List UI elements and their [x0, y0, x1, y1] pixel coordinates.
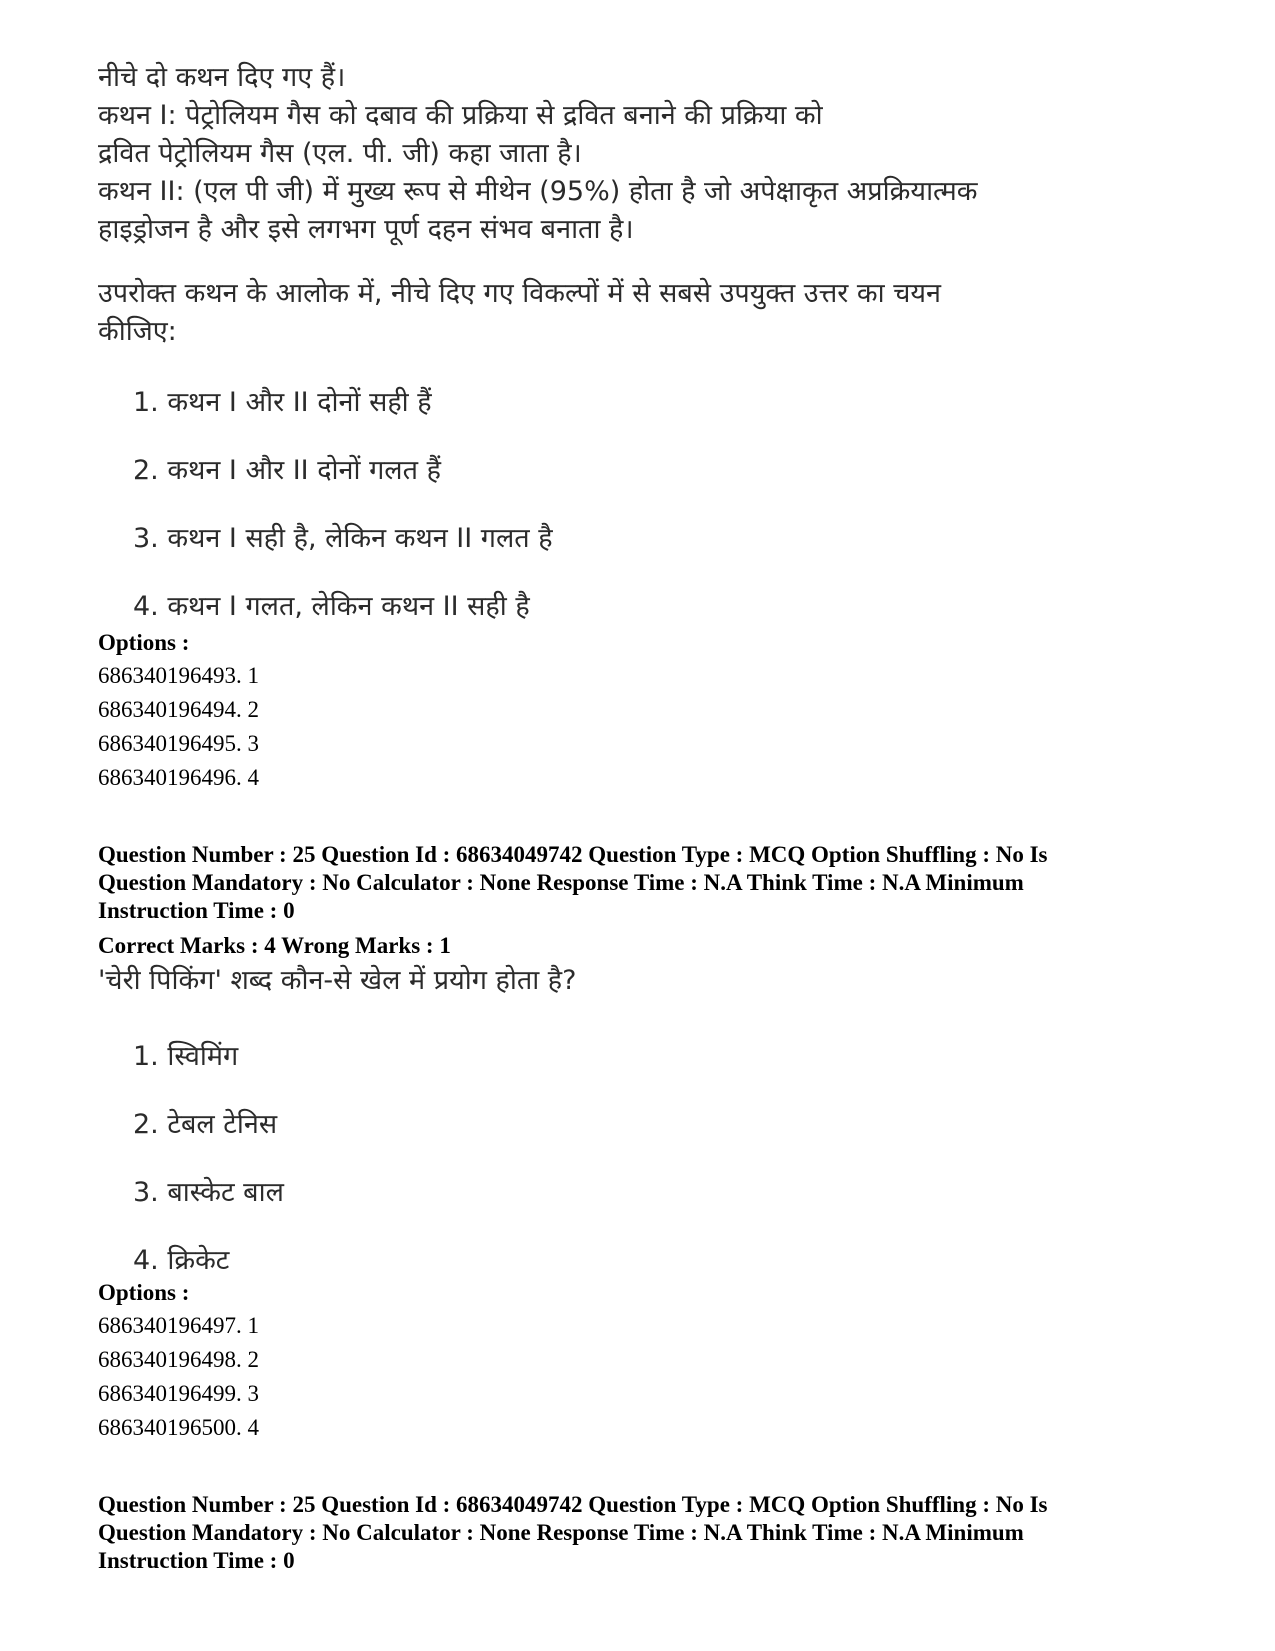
q25-option-id-3: 686340196499. 3 — [98, 1381, 259, 1406]
q25-options-label: Options : — [98, 1280, 190, 1305]
q25-meta-line-1: Question Number : 25 Question Id : 68634049742 Question Type : MCQ Option Shuffling : No Is — [98, 842, 1048, 867]
q24-option-id-4: 686340196496. 4 — [98, 765, 259, 790]
q25-choice-1: 1. स्विमिंग — [133, 1041, 239, 1072]
next-meta-line-3: Instruction Time : 0 — [98, 1548, 295, 1573]
q24-choice-4: 4. कथन I गलत, लेकिन कथन II सही है — [133, 591, 530, 622]
q24-option-id-1: 686340196493. 1 — [98, 663, 259, 688]
next-meta-line-1: Question Number : 25 Question Id : 68634049742 Question Type : MCQ Option Shuffling : No Is — [98, 1492, 1048, 1517]
q24-line-2: कथन I: पेट्रोलियम गैस को दबाव की प्रक्रिया से द्रवित बनाने की प्रक्रिया को — [98, 100, 823, 131]
q24-choice-3: 3. कथन I सही है, लेकिन कथन II गलत है — [133, 523, 553, 554]
q24-choice-1: 1. कथन I और II दोनों सही हैं — [133, 387, 432, 418]
q24-options-label: Options : — [98, 630, 190, 655]
q24-line-1: नीचे दो कथन दिए गए हैं। — [98, 62, 346, 93]
q24-line-3: द्रवित पेट्रोलियम गैस (एल. पी. जी) कहा जाता है। — [98, 138, 582, 169]
q24-instruction-line-2: कीजिए: — [98, 316, 177, 347]
q25-choice-3: 3. बास्केट बाल — [133, 1177, 284, 1208]
q24-line-5: हाइड्रोजन है और इसे लगभग पूर्ण दहन संभव बनाता है। — [98, 214, 634, 245]
q25-choice-4: 4. क्रिकेट — [133, 1245, 230, 1276]
q25-meta-line-2: Question Mandatory : No Calculator : None Response Time : N.A Think Time : N.A Minimum — [98, 870, 1024, 895]
q25-option-id-1: 686340196497. 1 — [98, 1313, 259, 1338]
q24-instruction-line-1: उपरोक्त कथन के आलोक में, नीचे दिए गए विकल्पों में से सबसे उपयुक्त उत्तर का चयन — [98, 278, 941, 309]
q25-meta-line-3: Instruction Time : 0 — [98, 898, 295, 923]
q25-marks: Correct Marks : 4 Wrong Marks : 1 — [98, 933, 451, 958]
q25-choice-2: 2. टेबल टेनिस — [133, 1109, 278, 1140]
next-meta-line-2: Question Mandatory : No Calculator : None Response Time : N.A Think Time : N.A Minimum — [98, 1520, 1024, 1545]
q25-option-id-4: 686340196500. 4 — [98, 1415, 259, 1440]
q24-option-id-2: 686340196494. 2 — [98, 697, 259, 722]
q25-option-id-2: 686340196498. 2 — [98, 1347, 259, 1372]
q24-choice-2: 2. कथन I और II दोनों गलत हैं — [133, 455, 441, 486]
q25-question-text: 'चेरी पिकिंग' शब्द कौन-से खेल में प्रयोग होता है? — [98, 965, 577, 996]
q24-option-id-3: 686340196495. 3 — [98, 731, 259, 756]
q24-line-4: कथन II: (एल पी जी) में मुख्य रूप से मीथेन (95%) होता है जो अपेक्षाकृत अप्रक्रियात्मक — [98, 176, 978, 207]
